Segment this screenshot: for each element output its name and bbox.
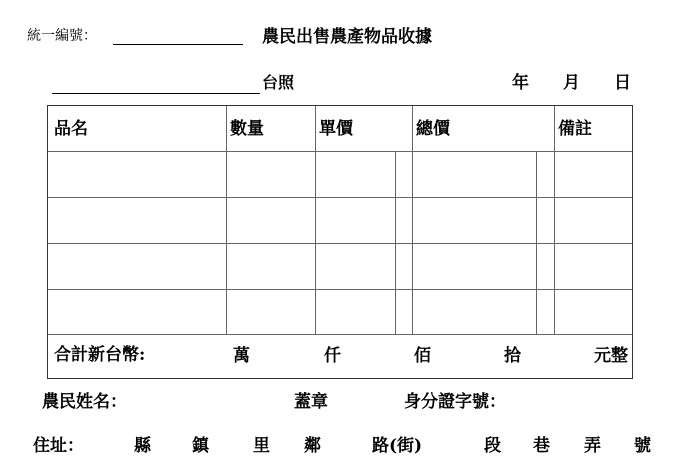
seal-label: 蓋章 xyxy=(294,392,328,412)
serial-number-line[interactable] xyxy=(113,44,243,45)
column-header-remarks: 備註 xyxy=(558,119,592,139)
unit-thousand: 仟 xyxy=(324,346,341,366)
id-number-label: 身分證字號： xyxy=(404,392,506,412)
recipient-line[interactable] xyxy=(52,93,260,94)
column-header-item: 品名 xyxy=(54,119,88,139)
licence-label: 台照 xyxy=(262,73,295,92)
total-row-divider xyxy=(48,334,632,335)
unit-hundred: 佰 xyxy=(414,346,431,366)
table-row[interactable] xyxy=(48,244,632,289)
month-label: 月 xyxy=(563,73,580,93)
address-label: 住址： xyxy=(33,436,84,456)
table-row[interactable] xyxy=(48,152,632,197)
items-table xyxy=(47,105,633,379)
address-neighborhood: 鄰 xyxy=(304,436,321,456)
receipt-title: 農民出售農產物品收據 xyxy=(262,27,432,47)
address-section: 段 xyxy=(484,436,501,456)
year-label: 年 xyxy=(512,73,529,93)
address-village: 里 xyxy=(253,436,270,456)
address-lane: 巷 xyxy=(533,436,550,456)
unit-dollar-whole: 元整 xyxy=(594,346,628,366)
serial-number-label: 統一編號： xyxy=(27,28,97,44)
address-number: 號 xyxy=(634,436,651,456)
address-alley: 弄 xyxy=(584,436,601,456)
address-road: 路(街) xyxy=(372,436,423,456)
table-row[interactable] xyxy=(48,198,632,243)
address-town: 鎮 xyxy=(192,436,209,456)
column-header-unit-price: 單價 xyxy=(319,119,353,139)
address-county: 縣 xyxy=(134,436,151,456)
column-header-total-price: 總價 xyxy=(416,119,450,139)
unit-ten: 拾 xyxy=(504,346,521,366)
farmer-name-label: 農民姓名： xyxy=(42,392,127,412)
column-header-quantity: 數量 xyxy=(230,119,264,139)
total-amount-label: 合計新台幣: xyxy=(54,345,146,365)
day-label: 日 xyxy=(614,73,631,93)
table-row[interactable] xyxy=(48,290,632,334)
unit-ten-thousand: 萬 xyxy=(233,346,250,366)
